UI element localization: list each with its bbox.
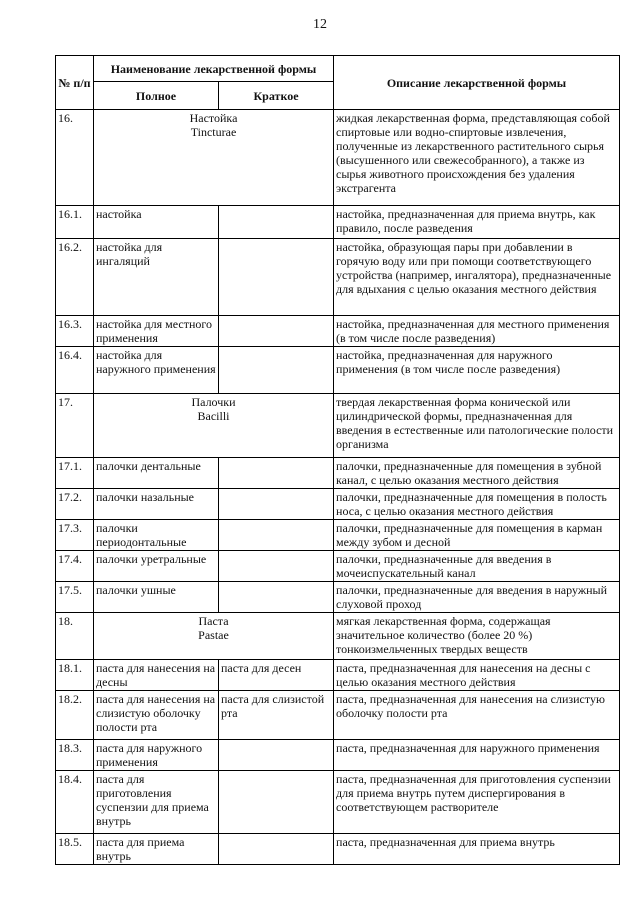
table-row bbox=[56, 834, 620, 865]
table-row bbox=[56, 316, 620, 347]
short-name bbox=[219, 458, 334, 489]
row-number: 16.1. bbox=[56, 206, 94, 239]
table-row bbox=[56, 520, 620, 551]
full-name: палочки назальные bbox=[94, 489, 219, 520]
group-name-cell bbox=[94, 613, 334, 660]
description: палочки, предназначенные для помещения в полость носа, с целью оказания местного действия bbox=[334, 489, 620, 520]
group-row bbox=[56, 613, 620, 660]
short-name bbox=[219, 206, 334, 239]
row-number: 17. bbox=[56, 394, 94, 458]
table-row bbox=[56, 347, 620, 394]
description: палочки, предназначенные для помещения в зубной канал, с целью оказания местного действия bbox=[334, 458, 620, 489]
table-row bbox=[56, 691, 620, 740]
full-name: паста для нанесения на слизистую оболочку полости рта bbox=[94, 691, 219, 740]
full-name: настойка для наружного применения bbox=[94, 347, 219, 394]
short-name bbox=[219, 582, 334, 613]
row-number: 17.5. bbox=[56, 582, 94, 613]
description: мягкая лекарственная форма, содержащая значительное количество (более 20 %) тонкоизмельченных твердых веществ bbox=[334, 613, 620, 660]
short-name bbox=[219, 740, 334, 771]
full-name: паста для наружного применения bbox=[94, 740, 219, 771]
full-name: палочки периодонтальные bbox=[94, 520, 219, 551]
group-name: Настойка bbox=[189, 111, 238, 125]
row-number: 17.3. bbox=[56, 520, 94, 551]
page-number: 12 bbox=[313, 17, 327, 32]
full-name: паста для приготовления суспензии для приема внутрь bbox=[94, 771, 219, 834]
header-full: Полное bbox=[94, 82, 219, 110]
short-name bbox=[219, 489, 334, 520]
group-row bbox=[56, 110, 620, 206]
table-row bbox=[56, 551, 620, 582]
short-name bbox=[219, 239, 334, 316]
header-name-group: Наименование лекарственной формы bbox=[94, 56, 334, 82]
group-name-cell bbox=[94, 394, 334, 458]
row-number: 17.4. bbox=[56, 551, 94, 582]
full-name: палочки ушные bbox=[94, 582, 219, 613]
table-row bbox=[56, 582, 620, 613]
group-latin-name: Bacilli bbox=[197, 409, 230, 423]
group-name-cell bbox=[94, 110, 334, 206]
header-short: Краткое bbox=[219, 82, 334, 110]
short-name bbox=[219, 316, 334, 347]
group-latin-name: Pastae bbox=[198, 628, 229, 642]
group-name: Палочки bbox=[191, 395, 236, 409]
full-name: настойка для местного применения bbox=[94, 316, 219, 347]
row-number: 18.5. bbox=[56, 834, 94, 865]
description: настойка, образующая пары при добавлении в горячую воду или при помощи соответствующего устройства (например, ингалятора), предназначенные для вдыхания с целью оказания местного действия bbox=[334, 239, 620, 316]
full-name: паста для приема внутрь bbox=[94, 834, 219, 865]
table-row bbox=[56, 771, 620, 834]
description: жидкая лекарственная форма, представляющая собой спиртовые или водно-спиртовые извлечения, полученные из лекарственного растительного сырья (высушенного или свежесобранного), а также из сырья животного происхождения без удаления экстрагента bbox=[334, 110, 620, 206]
description: паста, предназначенная для нанесения на десны с целью оказания местного действия bbox=[334, 660, 620, 691]
header-num: № п/п bbox=[56, 56, 94, 110]
table-row bbox=[56, 239, 620, 316]
full-name: палочки уретральные bbox=[94, 551, 219, 582]
table-row bbox=[56, 740, 620, 771]
row-number: 18.4. bbox=[56, 771, 94, 834]
description: палочки, предназначенные для введения в наружный слуховой проход bbox=[334, 582, 620, 613]
full-name: палочки дентальные bbox=[94, 458, 219, 489]
full-name: паста для нанесения на десны bbox=[94, 660, 219, 691]
row-number: 17.2. bbox=[56, 489, 94, 520]
description: настойка, предназначенная для местного применения (в том числе после разведения) bbox=[334, 316, 620, 347]
group-name: Паста bbox=[198, 614, 229, 628]
description: палочки, предназначенные для помещения в карман между зубом и десной bbox=[334, 520, 620, 551]
short-name: паста для слизистой рта bbox=[219, 691, 334, 740]
row-number: 16.3. bbox=[56, 316, 94, 347]
short-name bbox=[219, 520, 334, 551]
description: настойка, предназначенная для наружного применения (в том числе после разведения) bbox=[334, 347, 620, 394]
row-number: 17.1. bbox=[56, 458, 94, 489]
short-name bbox=[219, 347, 334, 394]
description: паста, предназначенная для приготовления суспензии для приема внутрь путем диспергирования в соответствующем растворителе bbox=[334, 771, 620, 834]
row-number: 16.2. bbox=[56, 239, 94, 316]
row-number: 16. bbox=[56, 110, 94, 206]
full-name: настойка для ингаляций bbox=[94, 239, 219, 316]
table-row bbox=[56, 489, 620, 520]
description: палочки, предназначенные для введения в мочеиспускательный канал bbox=[334, 551, 620, 582]
short-name: паста для десен bbox=[219, 660, 334, 691]
description: паста, предназначенная для приема внутрь bbox=[334, 834, 620, 865]
description: настойка, предназначенная для приема внутрь, как правило, после разведения bbox=[334, 206, 620, 239]
row-number: 18.2. bbox=[56, 691, 94, 740]
row-number: 18. bbox=[56, 613, 94, 660]
description: паста, предназначенная для наружного применения bbox=[334, 740, 620, 771]
description: твердая лекарственная форма конической или цилиндрической формы, предназначенная для введения в естественные или патологические полости организма bbox=[334, 394, 620, 458]
full-name: настойка bbox=[94, 206, 219, 239]
group-row bbox=[56, 394, 620, 458]
table-row bbox=[56, 458, 620, 489]
group-latin-name: Tincturae bbox=[190, 125, 237, 139]
row-number: 18.3. bbox=[56, 740, 94, 771]
short-name bbox=[219, 834, 334, 865]
row-number: 18.1. bbox=[56, 660, 94, 691]
row-number: 16.4. bbox=[56, 347, 94, 394]
dosage-forms-table bbox=[55, 55, 620, 865]
description: паста, предназначенная для нанесения на слизистую оболочку полости рта bbox=[334, 691, 620, 740]
header-description: Описание лекарственной формы bbox=[334, 56, 620, 110]
short-name bbox=[219, 771, 334, 834]
table-row bbox=[56, 660, 620, 691]
table-row bbox=[56, 206, 620, 239]
short-name bbox=[219, 551, 334, 582]
